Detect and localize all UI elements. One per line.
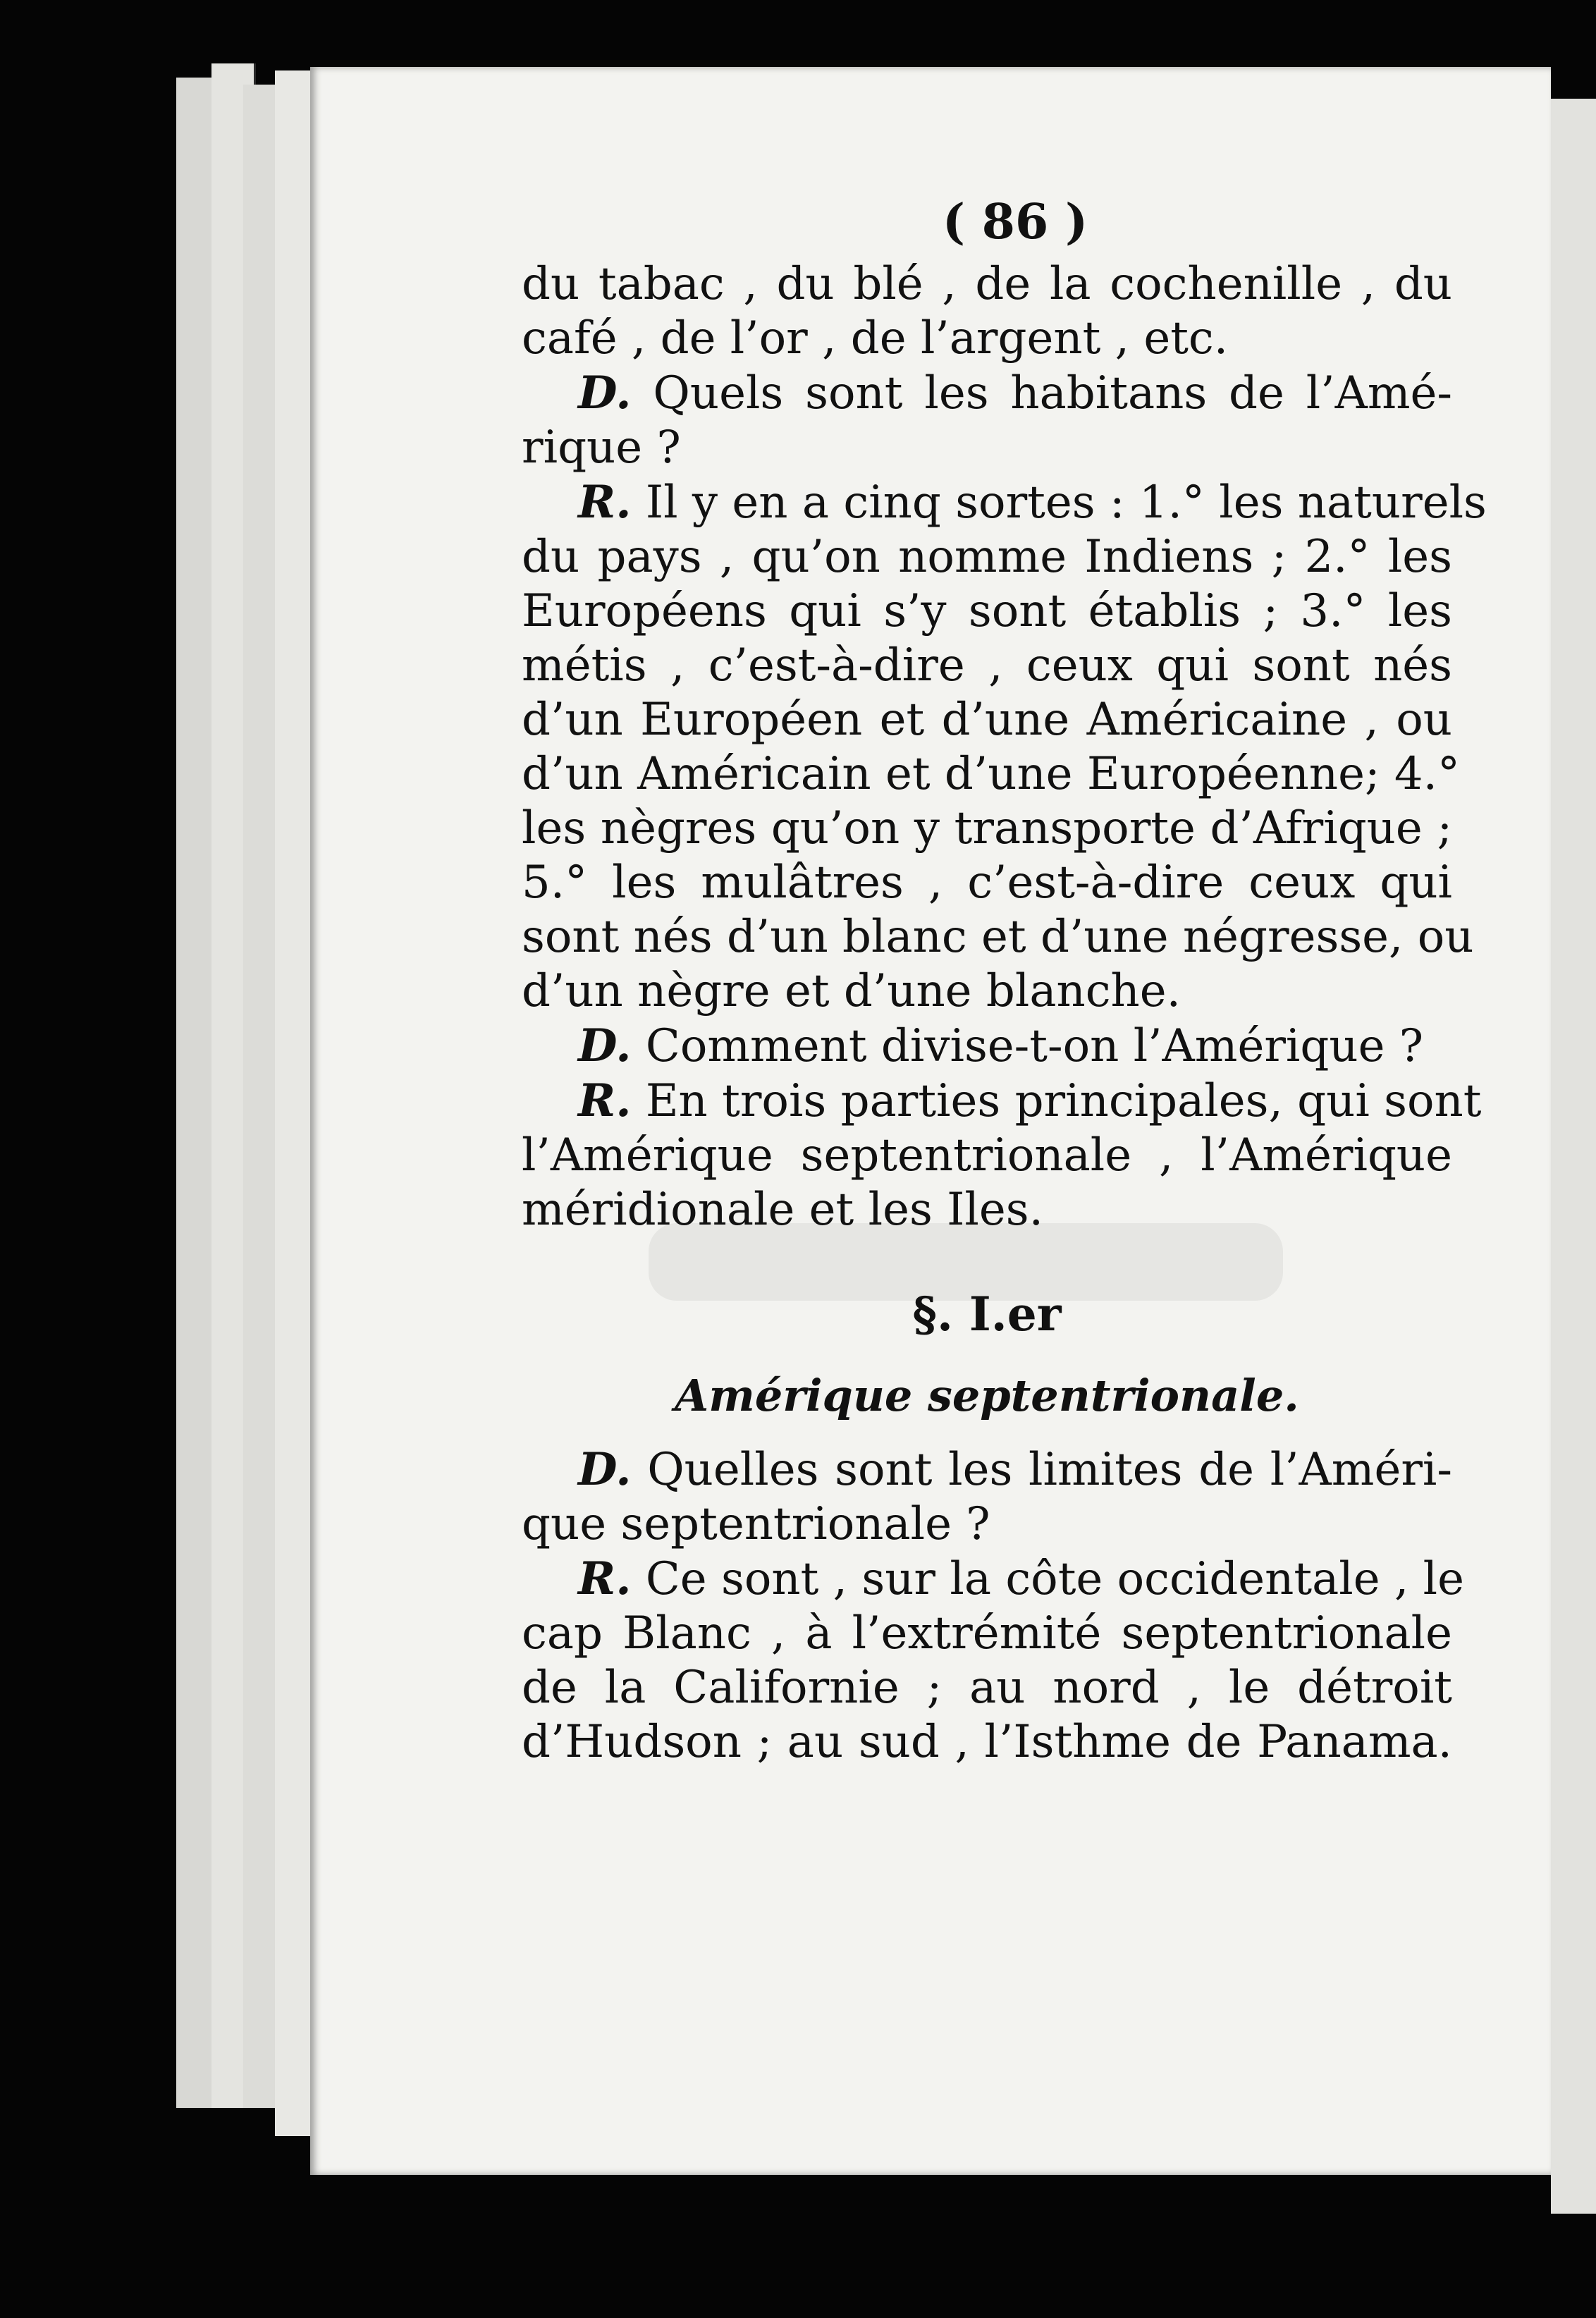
section-subtitle: Amérique septentrionale. xyxy=(675,1370,1299,1421)
answer-text: Il y en a cinq sortes : 1.° les naturels xyxy=(645,477,1487,529)
text-line: que septentrionale ? xyxy=(522,1498,990,1550)
text-line: cap Blanc , à l’extrémité septentrionale xyxy=(522,1607,1452,1660)
text-line: d’un Américain et d’une Européenne; 4.° xyxy=(522,748,1460,800)
text-line: café , de l’or , de l’argent , etc. xyxy=(522,312,1229,364)
text-line: d’Hudson ; au sud , l’Isthme de Panama. xyxy=(522,1716,1452,1768)
question-text: Quels sont les habitans de l’Amé- xyxy=(653,367,1453,419)
section-title: §. I.er xyxy=(912,1287,1062,1342)
text-line: les nègres qu’on y transporte d’Afrique ; xyxy=(522,802,1452,854)
speaker-label: R. xyxy=(578,476,632,529)
speaker-label: R. xyxy=(578,1552,632,1605)
answer-text: Ce sont , sur la côte occidentale , le xyxy=(645,1553,1464,1605)
answer-text: En trois parties principales, qui sont xyxy=(645,1075,1482,1127)
speaker-label: D. xyxy=(578,367,632,419)
answer-line xyxy=(522,475,1487,530)
text-line: méridionale et les Iles. xyxy=(522,1184,1043,1236)
speaker-label: D. xyxy=(578,1443,632,1496)
text-line: du tabac , du blé , de la cochenille , du xyxy=(522,258,1452,310)
speaker-label: D. xyxy=(578,1019,632,1072)
question-text: Comment divise-t-on l’Amérique ? xyxy=(645,1020,1424,1072)
text-line: rique ? xyxy=(522,422,681,474)
text-line: d’un Européen et d’une Américaine , ou xyxy=(522,694,1452,746)
text-line: d’un nègre et d’une blanche. xyxy=(522,965,1181,1017)
page-text xyxy=(522,194,1487,1770)
speaker-label: R. xyxy=(578,1074,632,1127)
text-line: de la Californie ; au nord , le détroit xyxy=(522,1662,1452,1714)
answer-line xyxy=(522,1552,1464,1607)
text-line: l’Amérique septentrionale , l’Amérique xyxy=(522,1129,1452,1182)
text-line: 5.° les mulâtres , c’est-à-dire ceux qui xyxy=(522,857,1452,909)
opposite-page-edge xyxy=(1551,99,1596,2214)
text-line: Européens qui s’y sont établis ; 3.° les xyxy=(522,585,1452,637)
question-line xyxy=(522,1442,1452,1497)
text-line: métis , c’est-à-dire , ceux qui sont nés xyxy=(522,639,1452,692)
answer-line xyxy=(522,1074,1482,1129)
text-line: sont nés d’un blanc et d’une négresse, ou xyxy=(522,911,1474,963)
question-line xyxy=(522,1019,1452,1074)
question-text: Quelles sont les limites de l’Améri- xyxy=(647,1444,1452,1496)
page-number: ( 86 ) xyxy=(942,194,1088,250)
question-line xyxy=(522,366,1452,421)
text-line: du pays , qu’on nomme Indiens ; 2.° les xyxy=(522,531,1452,583)
